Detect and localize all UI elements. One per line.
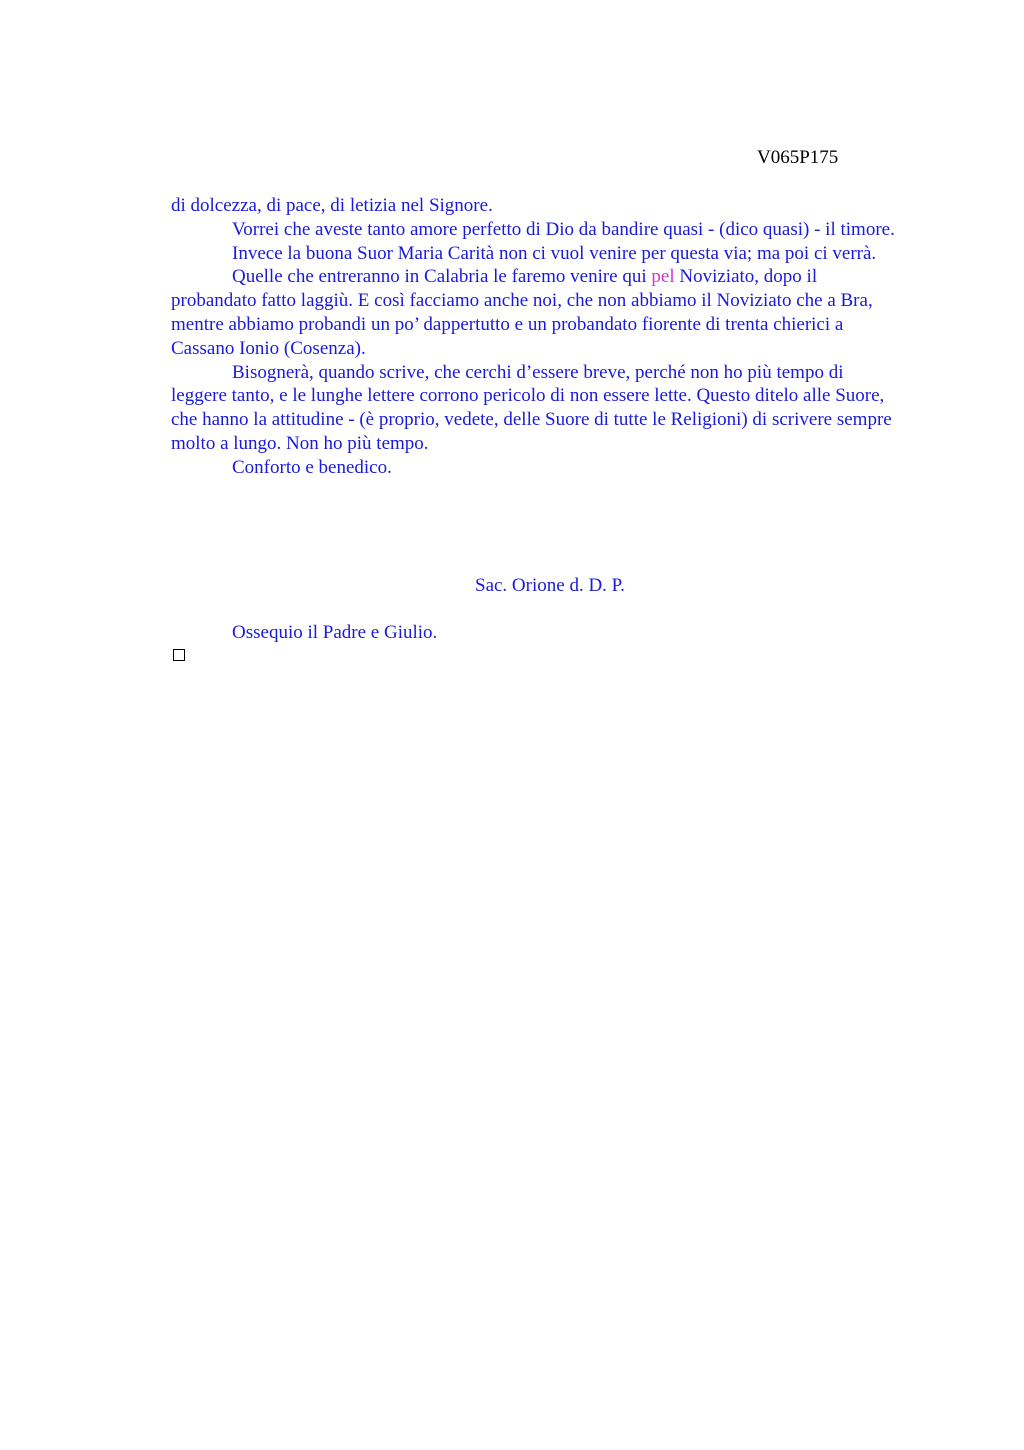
paragraph-5: Bisognerà, quando scrive, che cerchi d’essere breve, perché non ho più tempo di leggere tanto, e le lunghe lettere corrono pericolo di non essere lette. Questo ditelo alle Suore, che hanno la attitudine - (è proprio, vedete, delle Suore di tutte le Religioni) di scrivere sempre molto a lungo. Non ho più tempo. bbox=[171, 361, 892, 454]
paragraph-2: Vorrei che aveste tanto amore perfetto di Dio da bandire quasi - (dico quasi) - il timore. bbox=[232, 218, 895, 240]
paragraph-4-start: Quelle che entreranno in Calabria le faremo venire qui bbox=[232, 266, 652, 288]
letter-body bbox=[171, 194, 901, 480]
paragraph-3: Invece la buona Suor Maria Carità non ci vuol venire per questa via; ma poi ci verrà. bbox=[232, 242, 877, 264]
paragraph-6: Conforto e benedico. bbox=[232, 456, 392, 478]
postscript: Ossequio il Padre e Giulio. bbox=[232, 622, 438, 643]
signature: Sac. Orione d. D. P. bbox=[475, 575, 625, 596]
paragraph-4-end: Noviziato, dopo il probandato fatto laggiù. E così facciamo anche noi, che non abbiamo il Noviziato che a Bra, mentre abbiamo probandi un po’ dappertutto e un probandato fiorente di trenta chierici a Cassano Ionio (Cosenza). bbox=[171, 266, 873, 359]
paragraph-4 bbox=[171, 265, 901, 360]
page-identifier: V065P175 bbox=[757, 147, 839, 168]
paragraph-1: di dolcezza, di pace, di letizia nel Signore. bbox=[171, 195, 493, 216]
square-marker-icon bbox=[173, 649, 185, 661]
highlighted-word: pel bbox=[651, 266, 675, 288]
